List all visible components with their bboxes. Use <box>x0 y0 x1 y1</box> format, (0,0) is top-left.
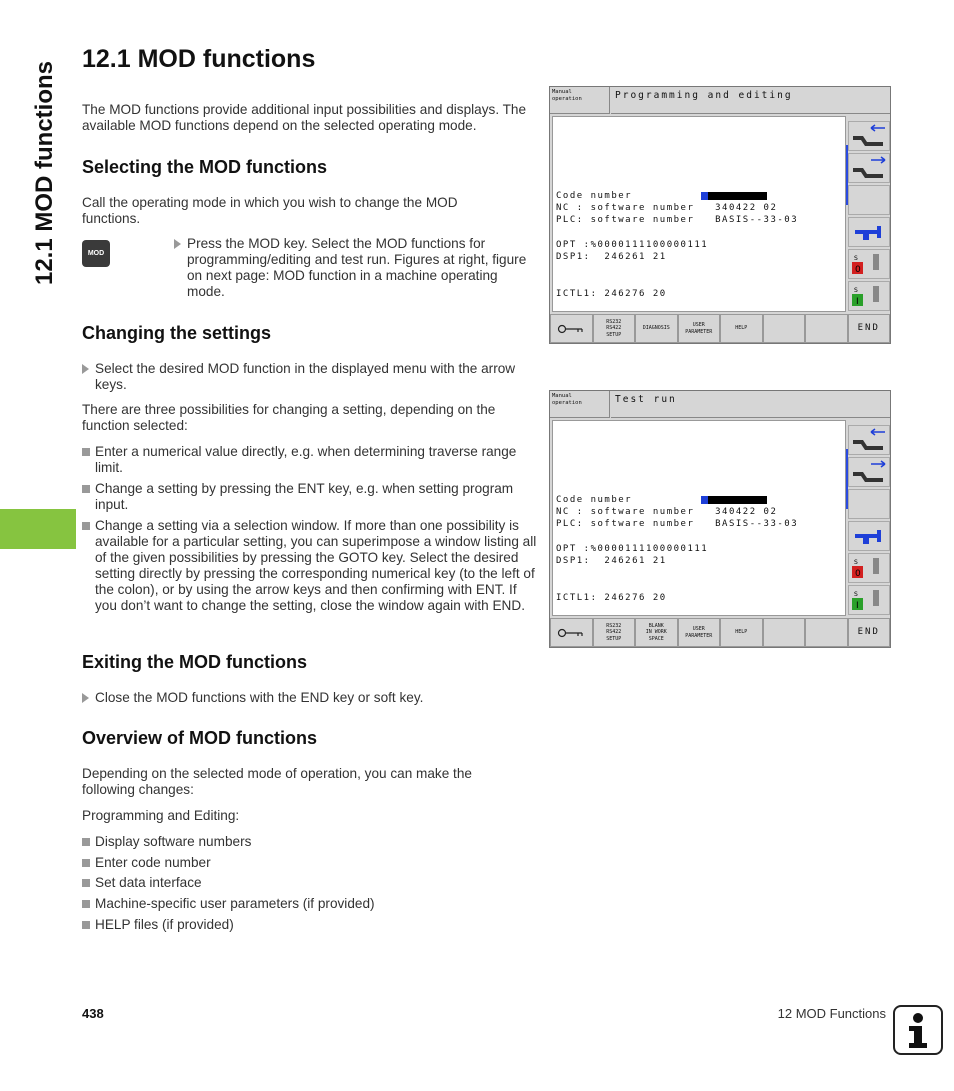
selecting-step: Press the MOD key. Select the MOD functions for programming/editing and test run. Figures at right, figure on next page: MOD function in a machine operating mode. <box>174 236 532 300</box>
list-item: Enter code number <box>82 855 537 871</box>
section-title-exiting: Exiting the MOD functions <box>82 652 307 672</box>
svg-text:S: S <box>854 287 858 294</box>
screen-line: NC : software number 340422 02 <box>556 203 778 213</box>
screen-line: DSP1: 246261 21 <box>556 556 667 566</box>
screen-side-softkeys <box>848 116 890 312</box>
list-item: Machine-specific user parameters (if provided) <box>82 896 537 912</box>
spindle-start-icon[interactable] <box>848 585 890 615</box>
changing-text: There are three possibilities for changing a setting, depending on the function selected: <box>82 402 496 433</box>
softkey-diagnosis[interactable]: DIAGNOSIS <box>635 314 678 343</box>
intro-paragraph: The MOD functions provide additional input possibilities and displays. The available MOD functions depend on the selected operating mode. <box>82 102 527 133</box>
screen-line: DSP1: 246261 21 <box>556 252 667 262</box>
coolant-icon[interactable] <box>848 521 890 551</box>
svg-text:S: S <box>854 255 858 262</box>
section-title-changing: Changing the settings <box>82 323 271 343</box>
changing-step: Select the desired MOD function in the displayed menu with the arrow keys. <box>82 361 527 393</box>
screen-line: Code number <box>556 495 633 505</box>
mode-icon[interactable] <box>848 457 890 487</box>
spindle-stop-icon[interactable] <box>848 553 890 583</box>
list-item: Display software numbers <box>82 834 537 850</box>
screen-title: Test run <box>611 391 890 418</box>
softkey-empty[interactable] <box>805 314 848 343</box>
softkey-empty[interactable] <box>763 618 806 647</box>
screen-line: NC : software number 340422 02 <box>556 507 778 517</box>
list-item: Change a setting via a selection window. If more than one possibility is available for a particular setting, you can superimpose a window listing all of the given possibilities by pressing the GOTO key. Select the desired setting directly by pressing the corresponding numerical key (to the left of the colon), or by using the arrow keys and then confirming with ENT. If you don’t want to change the setting, close the window again with END. <box>82 518 537 614</box>
softkey-row <box>550 314 890 343</box>
mode-icon[interactable] <box>848 121 890 151</box>
screen-line: ICTL1: 246276 20 <box>556 289 667 299</box>
svg-text:I: I <box>856 297 859 307</box>
softkey-help[interactable]: HELP <box>720 618 763 647</box>
softkey-blank-in-work-space[interactable]: BLANK IN WORK SPACE <box>635 618 678 647</box>
selecting-text: Call the operating mode in which you wish to change the MOD functions. <box>82 195 458 226</box>
screen-side-softkeys <box>848 420 890 616</box>
screen-mode-label: Manual operation <box>550 391 610 418</box>
list-item: HELP files (if provided) <box>82 917 537 933</box>
overview-text: Depending on the selected mode of operation, you can make the following changes: <box>82 766 472 797</box>
screen-line: PLC: software number BASIS--33-03 <box>556 519 799 529</box>
softkey-empty[interactable] <box>805 618 848 647</box>
softkey-row <box>550 618 890 647</box>
overview-subtitle: Programming and Editing: <box>82 808 240 823</box>
softkey-end[interactable]: END <box>848 314 891 343</box>
info-icon <box>893 1005 943 1055</box>
screen-main-area <box>552 116 846 312</box>
screen-main-area <box>552 420 846 616</box>
screen-mode-label: Manual operation <box>550 87 610 114</box>
screen-title: Programming and editing <box>611 87 890 114</box>
chapter-tab-marker <box>0 509 76 549</box>
page-title: 12.1 MOD functions <box>82 45 316 73</box>
chapter-footer: 12 MOD Functions <box>777 1006 886 1021</box>
softkey-user-parameter[interactable]: USER PARAMETER <box>678 314 721 343</box>
softkey-user-parameter[interactable]: USER PARAMETER <box>678 618 721 647</box>
mod-key-icon: MOD <box>82 240 110 267</box>
code-number-input[interactable] <box>701 192 767 200</box>
screen-line: PLC: software number BASIS--33-03 <box>556 215 799 225</box>
chapter-side-title: 12.1 MOD functions <box>31 60 58 286</box>
softkey-help[interactable]: HELP <box>720 314 763 343</box>
screenshot-programming-editing <box>549 86 891 344</box>
key-icon-softkey[interactable] <box>550 618 593 647</box>
page-number: 438 <box>82 1006 104 1021</box>
list-item: Change a setting by pressing the ENT key, e.g. when setting program input. <box>82 481 537 513</box>
list-item: Enter a numerical value directly, e.g. when determining traverse range limit. <box>82 444 537 476</box>
mode-icon[interactable] <box>848 153 890 183</box>
screen-line: ICTL1: 246276 20 <box>556 593 667 603</box>
code-number-input[interactable] <box>701 496 767 504</box>
section-title-selecting: Selecting the MOD functions <box>82 157 328 177</box>
svg-text:0: 0 <box>855 569 861 579</box>
svg-text:I: I <box>856 601 859 611</box>
screenshot-test-run <box>549 390 891 648</box>
key-icon-softkey[interactable] <box>550 314 593 343</box>
coolant-icon[interactable] <box>848 217 890 247</box>
mode-icon[interactable] <box>848 425 890 455</box>
svg-text:0: 0 <box>855 265 861 275</box>
spindle-stop-icon[interactable] <box>848 249 890 279</box>
screen-line: Code number <box>556 191 633 201</box>
softkey-end[interactable]: END <box>848 618 891 647</box>
screen-line: OPT :%0000111100000111 <box>556 544 709 554</box>
exiting-step: Close the MOD functions with the END key or soft key. <box>82 690 527 706</box>
screen-line: OPT :%0000111100000111 <box>556 240 709 250</box>
svg-text:S: S <box>854 559 858 566</box>
spindle-start-icon[interactable] <box>848 281 890 311</box>
softkey-empty[interactable] <box>763 314 806 343</box>
softkey-rs232-setup[interactable]: RS232 RS422 SETUP <box>593 314 636 343</box>
list-item: Set data interface <box>82 875 537 891</box>
softkey-rs232-setup[interactable]: RS232 RS422 SETUP <box>593 618 636 647</box>
section-title-overview: Overview of MOD functions <box>82 728 318 748</box>
svg-text:S: S <box>854 591 858 598</box>
